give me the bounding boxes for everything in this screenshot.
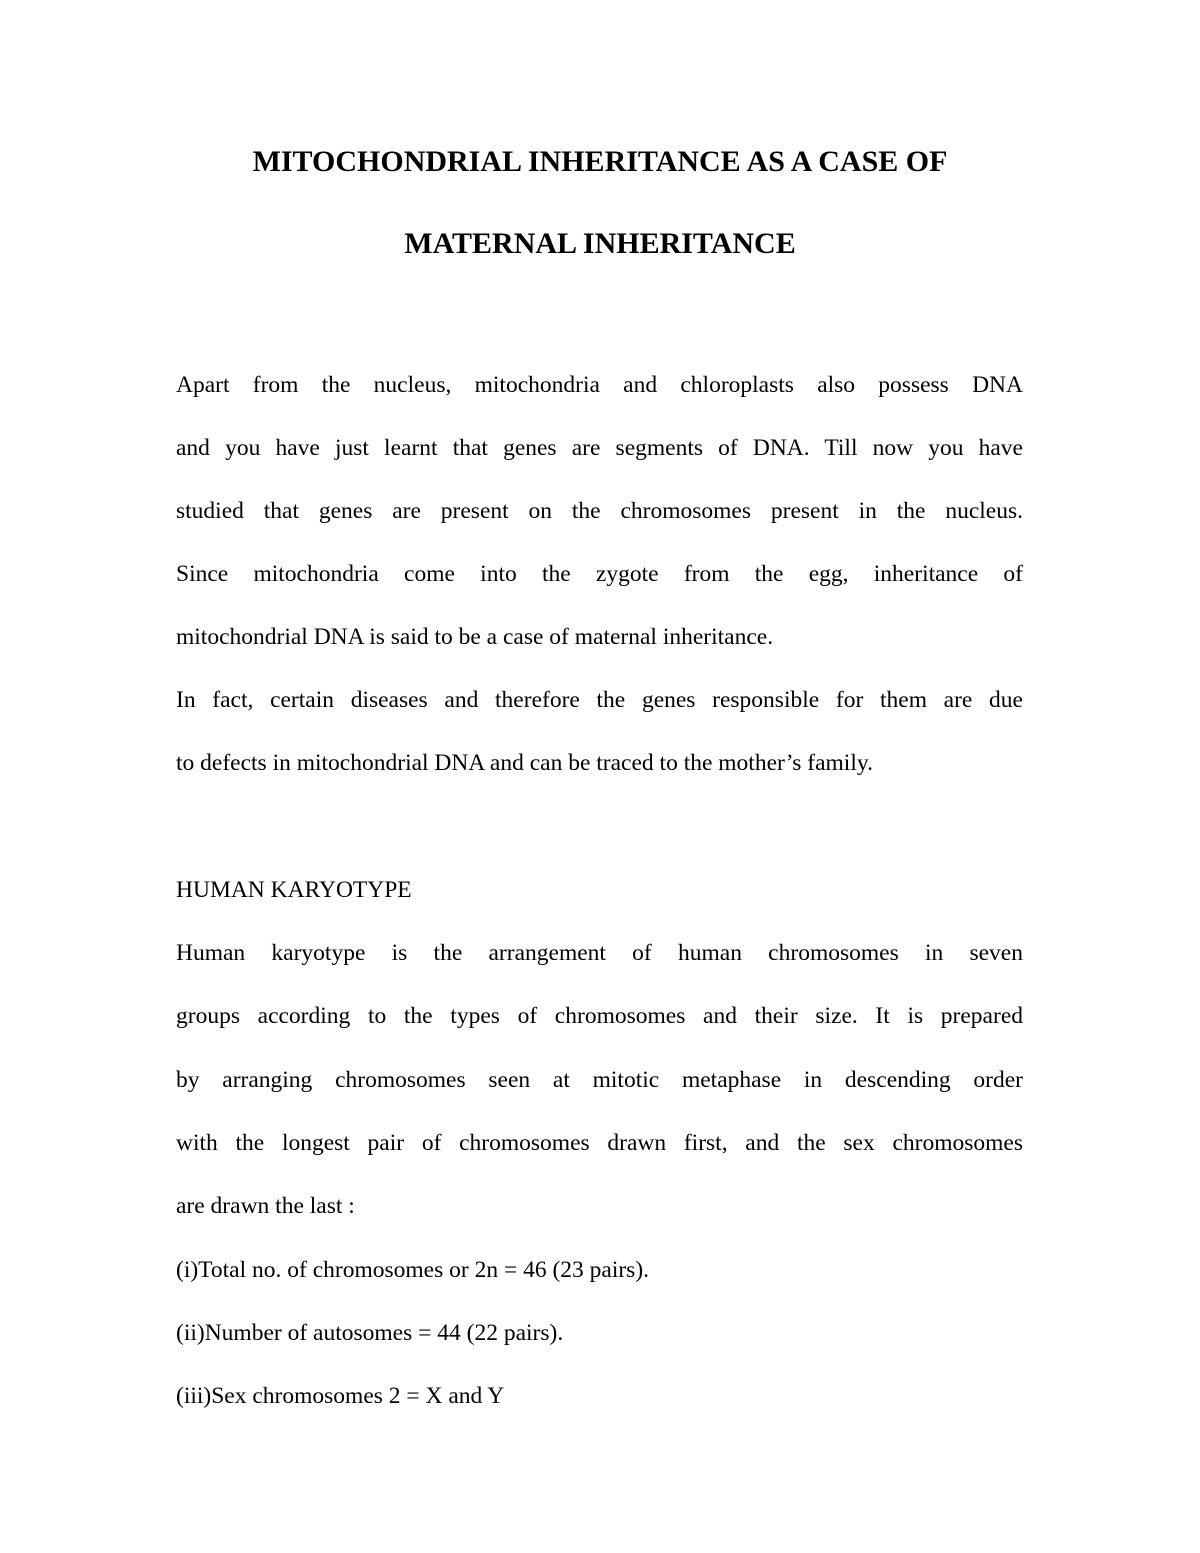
paragraph-3-line-5: are drawn the last :	[176, 1193, 355, 1219]
paragraph-1-line-2: and you have just learnt that genes are segments of DNA. Till now you have	[176, 435, 1023, 461]
paragraph-1-line-1: Apart from the nucleus, mitochondria and chloroplasts also possess DNA	[176, 372, 1023, 398]
list-item: (i)Total no. of chromosomes or 2n = 46 (23 pairs).	[176, 1257, 650, 1283]
paragraph-2-line-1: In fact, certain diseases and therefore the genes responsible for them are due	[176, 687, 1023, 713]
list-item: (ii)Number of autosomes = 44 (22 pairs).	[176, 1320, 564, 1346]
paragraph-3-line-3: by arranging chromosomes seen at mitotic metaphase in descending order	[176, 1067, 1023, 1093]
paragraph-3-line-1: Human karyotype is the arrangement of human chromosomes in seven	[176, 940, 1023, 966]
list-item: (iii)Sex chromosomes 2 = X and Y	[176, 1383, 505, 1409]
paragraph-2-line-2: to defects in mitochondrial DNA and can be traced to the mother’s family.	[176, 750, 873, 776]
paragraph-1-line-3: studied that genes are present on the chromosomes present in the nucleus.	[176, 498, 1023, 524]
paragraph-3-line-2: groups according to the types of chromosomes and their size. It is prepared	[176, 1003, 1023, 1029]
paragraph-1-line-5: mitochondrial DNA is said to be a case of maternal inheritance.	[176, 624, 774, 650]
section-heading: HUMAN KARYOTYPE	[176, 877, 412, 903]
document-title-line-2: MATERNAL INHERITANCE	[404, 227, 796, 260]
paragraph-1-line-4: Since mitochondria come into the zygote from the egg, inheritance of	[176, 561, 1023, 587]
paragraph-3-line-4: with the longest pair of chromosomes drawn first, and the sex chromosomes	[176, 1130, 1023, 1156]
document-title-line-1: MITOCHONDRIAL INHERITANCE AS A CASE OF	[252, 145, 948, 178]
